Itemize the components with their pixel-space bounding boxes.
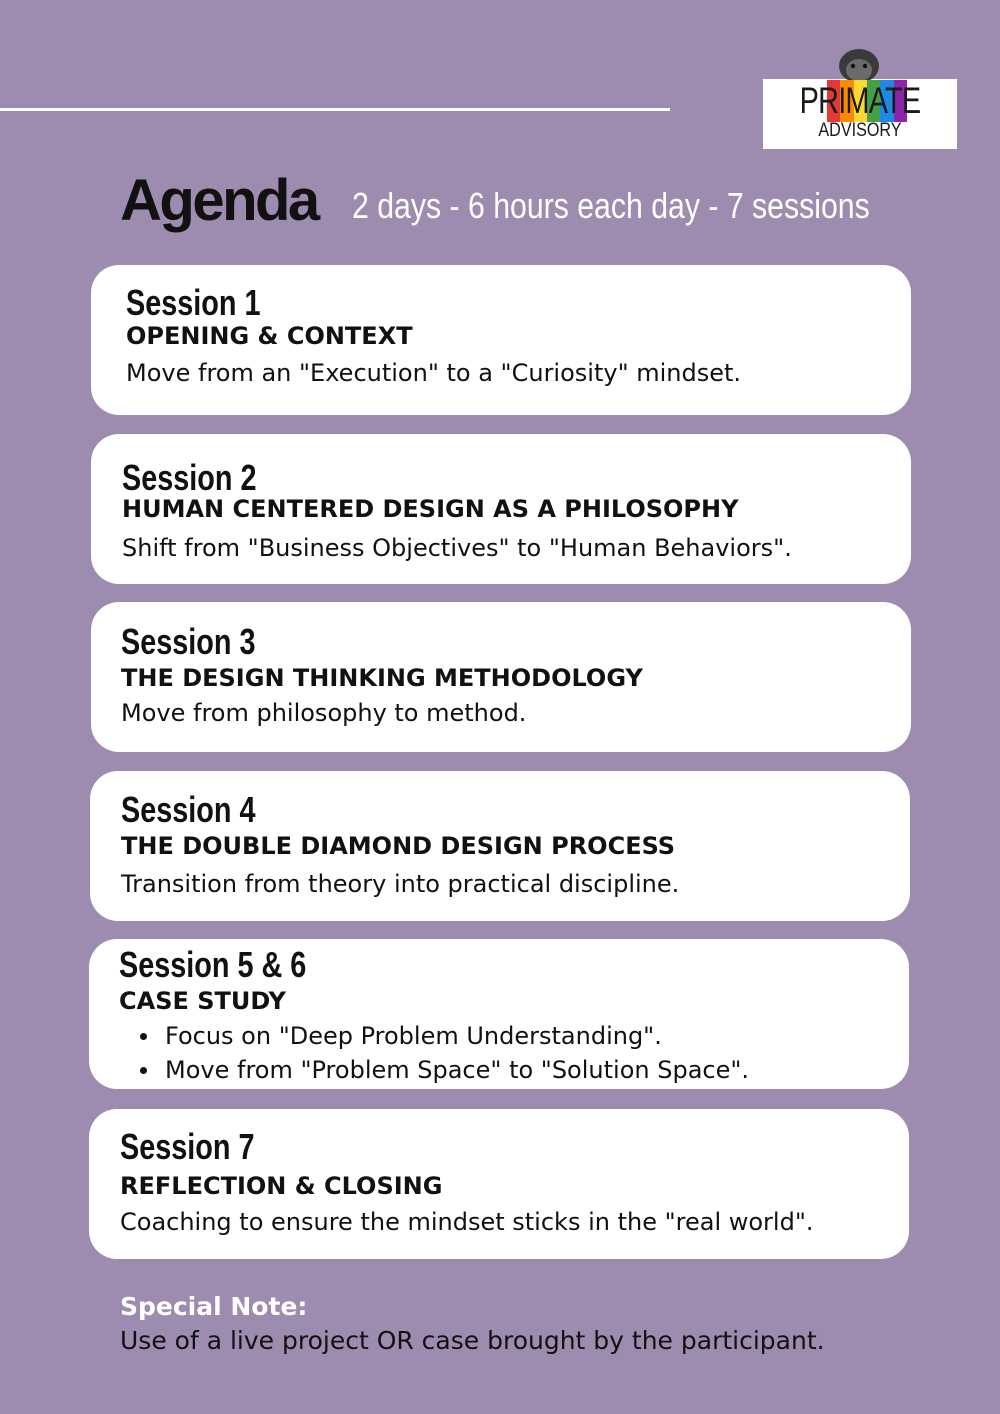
session-subtitle: OPENING & CONTEXT xyxy=(126,322,413,350)
session-title: Session 4 xyxy=(121,789,256,830)
session-subtitle: THE DOUBLE DIAMOND DESIGN PROCESS xyxy=(121,832,676,860)
session-subtitle: CASE STUDY xyxy=(119,987,286,1015)
page-title: Agenda xyxy=(120,168,318,233)
session-title: Session 1 xyxy=(126,282,261,323)
session-card-3 xyxy=(91,602,911,752)
page-subtitle: 2 days - 6 hours each day - 7 sessions xyxy=(352,185,870,226)
special-note-text: Use of a live project OR case brought by the participant. xyxy=(120,1326,825,1355)
session-card-5-6 xyxy=(89,939,909,1089)
session-card-1 xyxy=(91,265,911,415)
session-description: Move from philosophy to method. xyxy=(121,699,527,727)
logo-wordmark: PRIMATE xyxy=(799,80,921,121)
session-title: Session 2 xyxy=(122,457,257,498)
session-description: Shift from "Business Objectives" to "Human Behaviors". xyxy=(122,534,792,562)
session-subtitle: THE DESIGN THINKING METHODOLOGY xyxy=(121,664,643,692)
list-item: Move from "Problem Space" to "Solution Space". xyxy=(119,1053,749,1087)
session-bullet-list xyxy=(119,1019,749,1087)
session-title: Session 7 xyxy=(120,1126,255,1167)
session-description: Coaching to ensure the mindset sticks in the "real world". xyxy=(120,1208,814,1236)
header-divider-line xyxy=(0,108,670,111)
special-note-label: Special Note: xyxy=(120,1292,308,1321)
session-title: Session 5 & 6 xyxy=(119,944,307,985)
session-description: Move from an "Execution" to a "Curiosity" mindset. xyxy=(126,359,742,387)
session-card-4 xyxy=(90,771,910,921)
session-card-7 xyxy=(89,1109,909,1259)
session-description: Transition from theory into practical discipline. xyxy=(121,870,680,898)
session-subtitle: REFLECTION & CLOSING xyxy=(120,1172,443,1200)
session-subtitle: HUMAN CENTERED DESIGN AS A PHILOSOPHY xyxy=(122,495,739,523)
monkey-head-icon xyxy=(835,44,883,84)
logo-subtitle: ADVISORY xyxy=(818,120,902,141)
session-card-2 xyxy=(91,434,911,584)
session-title: Session 3 xyxy=(121,621,256,662)
list-item: Focus on "Deep Problem Understanding". xyxy=(119,1019,749,1053)
